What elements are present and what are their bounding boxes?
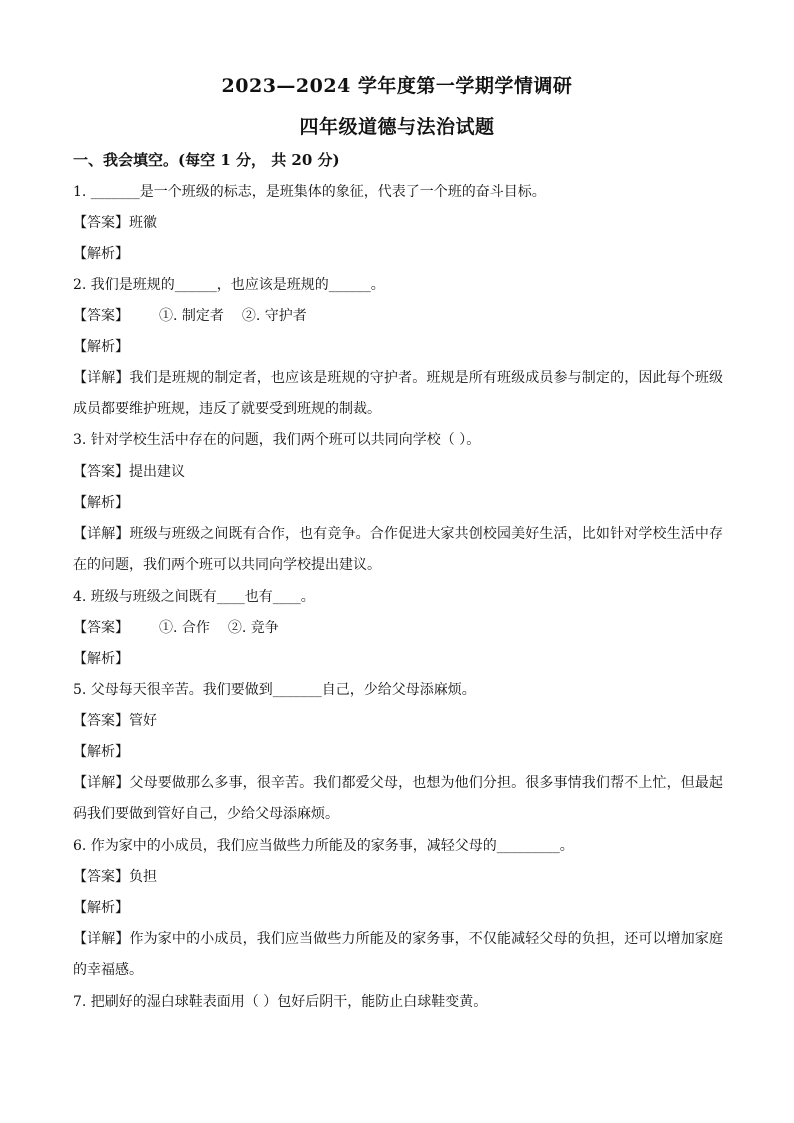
detail-3-line-2: 在的问题，我们两个班可以共同向学校提出建议。: [73, 557, 381, 573]
answer-2: [73, 306, 723, 326]
question-7: 7. 把刷好的湿白球鞋表面用（ ）包好后阴干，能防止白球鞋变黄。: [73, 994, 488, 1010]
answer-tag: 【答案】: [73, 308, 129, 324]
answer-3: [73, 462, 723, 482]
analysis-2: 【解析】: [73, 339, 129, 355]
detail-5-line-2: 码我们要做到管好自己，少给父母添麻烦。: [73, 806, 339, 822]
answer-5: [73, 711, 723, 731]
answer-tag: 【答案】: [73, 713, 129, 729]
answer-tag: 【答案】: [73, 464, 129, 480]
section-heading: 一、我会填空。(每空 1 分， 共 20 分): [73, 151, 340, 169]
detail-5-line-1: 【详解】父母要做那么多事，很辛苦。我们都爱父母，也想为他们分担。很多事情我们帮不上忙，但最起: [73, 775, 723, 791]
answer-value: 管好: [129, 713, 157, 729]
analysis-3: 【解析】: [73, 495, 129, 511]
answer-value: 负担: [129, 869, 157, 885]
detail-6-line-1: 【详解】作为家中的小成员，我们应当做些力所能及的家务事，不仅能减轻父母的负担，还可以增加家庭: [73, 931, 723, 947]
question-1: 1. _______是一个班级的标志，是班集体的象征，代表了一个班的奋斗目标。: [73, 184, 546, 200]
answer-value-2: . 守护者: [255, 308, 307, 324]
answer-mark-2: ②: [227, 620, 242, 636]
question-4: 4. 班级与班级之间既有____也有____。: [73, 589, 315, 605]
answer-value-1: . 合作: [173, 620, 210, 636]
question-5: 5. 父母每天很辛苦。我们要做到_______自己，少给父母添麻烦。: [73, 682, 476, 698]
answer-mark-1: ①: [159, 308, 173, 324]
page-title: 2023—2024 学年度第一学期学情调研: [221, 75, 573, 97]
analysis-4: 【解析】: [73, 651, 129, 667]
question-2: 2. 我们是班规的______，也应该是班规的______。: [73, 277, 385, 293]
analysis-1: 【解析】: [73, 246, 129, 262]
answer-1: [73, 213, 723, 233]
answer-value: 班徽: [129, 215, 157, 231]
answer-mark-2: ②: [241, 308, 256, 324]
question-3: 3. 针对学校生活中存在的问题，我们两个班可以共同向学校（ ）。: [73, 432, 481, 448]
detail-6-line-2: 的幸福感。: [73, 962, 143, 978]
answer-value-1: . 制定者: [173, 308, 224, 324]
answer-tag: 【答案】: [73, 215, 129, 231]
answer-4: [73, 618, 723, 638]
analysis-6: 【解析】: [73, 900, 129, 916]
answer-value-2: . 竞争: [241, 620, 279, 636]
page-subtitle: 四年级道德与法治试题: [299, 116, 495, 138]
detail-2-line-1: 【详解】我们是班规的制定者，也应该是班规的守护者。班规是所有班级成员参与制定的，因此每个班级: [73, 370, 723, 386]
answer-tag: 【答案】: [73, 869, 129, 885]
question-6: 6. 作为家中的小成员，我们应当做些力所能及的家务事，减轻父母的_________。: [73, 838, 574, 854]
answer-tag: 【答案】: [73, 620, 129, 636]
detail-2-line-2: 成员都要维护班规，违反了就要受到班规的制裁。: [73, 401, 381, 417]
answer-6: [73, 867, 723, 887]
answer-mark-1: ①: [159, 620, 173, 636]
detail-3-line-1: 【详解】班级与班级之间既有合作，也有竞争。合作促进大家共创校园美好生活，比如针对学校生活中存: [73, 526, 723, 542]
answer-value: 提出建议: [129, 464, 185, 480]
analysis-5: 【解析】: [73, 744, 129, 760]
